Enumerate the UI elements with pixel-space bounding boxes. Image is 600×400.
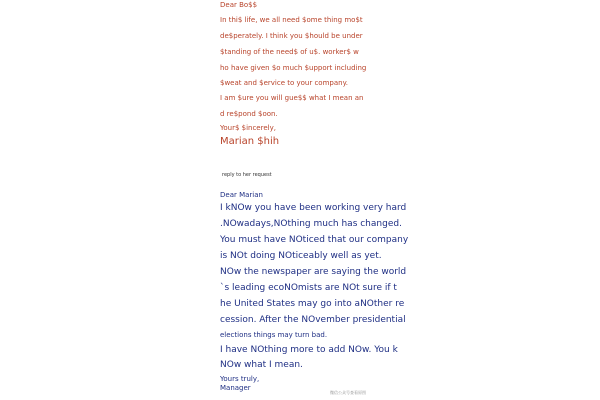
- letter2-salutation: Dear Marian: [220, 191, 263, 199]
- letter1-salutation: Dear Bo$$: [220, 1, 258, 9]
- letter1-line-4: ho have given $o much $upport including: [220, 64, 367, 72]
- letter2-line-1: I kNOw you have been working very hard: [220, 203, 407, 213]
- letter2-line-2: .NOwadays,NOthing much has changed.: [220, 219, 402, 229]
- letter2-line-10: I have NOthing more to add NOw. You k: [220, 345, 398, 355]
- letter2-line-9: elections things may turn bad.: [220, 331, 328, 339]
- letter1-closing: Your$ $incerely,: [220, 124, 276, 132]
- letter2-line-11: NOw what I mean.: [220, 360, 303, 370]
- letter1-line-2: de$perately. I think you $hould be under: [220, 32, 363, 40]
- letter2-line-7: he United States may go into aNOther re: [220, 299, 405, 309]
- letter2-closing: Yours truly,: [220, 375, 260, 383]
- watermark: 微信公众号查看原图: [330, 390, 366, 395]
- letter1-line-1: In thi$ life, we all need $ome thing mo$t: [220, 16, 363, 24]
- letter2-line-5: NOw the newspaper are saying the world: [220, 267, 407, 277]
- letter1-line-7: d re$pond $oon.: [220, 110, 278, 118]
- letter2-line-6: `s leading ecoNOmists are NOt sure if t: [220, 283, 397, 293]
- letter1-line-6: I am $ure you will gue$$ what I mean an: [220, 94, 364, 102]
- letter2-line-8: cession. After the NOvember presidential: [220, 315, 406, 325]
- letter1-signature: Marian $hih: [220, 136, 280, 147]
- letter1-line-5: $weat and $ervice to your company.: [220, 79, 348, 87]
- letter1-line-3: $tanding of the need$ of u$. worker$ w: [220, 48, 359, 56]
- reply-note: reply to her request: [222, 172, 272, 178]
- letter2-signature: Manager: [220, 384, 251, 392]
- letter2-line-4: is NOt doing NOticeably well as yet.: [220, 251, 382, 261]
- letter2-line-3: You must have NOticed that our company: [220, 235, 409, 245]
